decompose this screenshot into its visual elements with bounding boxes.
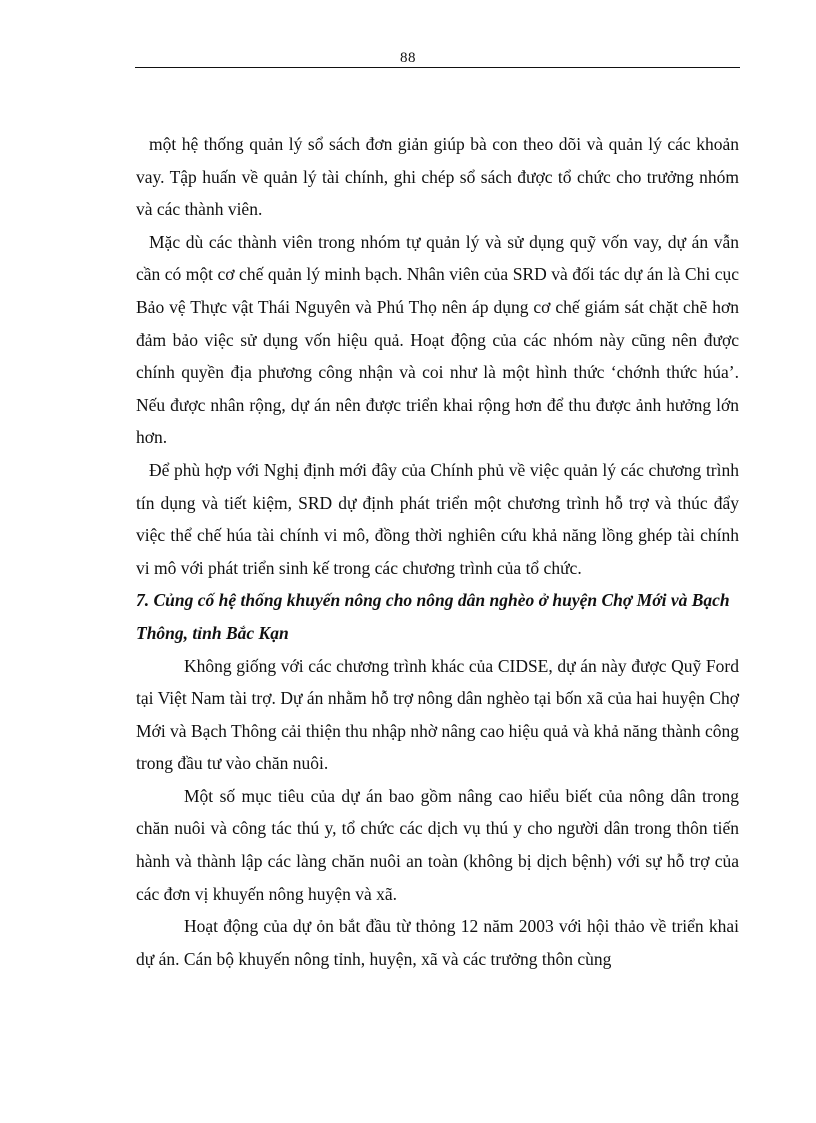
document-body: [136, 128, 739, 975]
paragraph-6: Hoạt động của dự ỏn bắt đầu từ thỏng 12 năm 2003 với hội thảo về triển khai dự án. Cán bộ khuyến nông tỉnh, huyện, xã và các trưởng thôn cùng: [136, 916, 739, 969]
paragraph-4: Không giống với các chương trình khác của CIDSE, dự án này được Quỹ Ford tại Việt Nam tài trợ. Dự án nhằm hỗ trợ nông dân nghèo tại bốn xã của hai huyện Chợ Mới và Bạch Thông cải thiện thu nhập nhờ nâng cao hiệu quả và khả năng thành công trong đầu tư vào chăn nuôi.: [136, 655, 739, 774]
paragraph-2: Mặc dù các thành viên trong nhóm tự quản lý và sử dụng quỹ vốn vay, dự án vẫn cần có một cơ chế quản lý minh bạch. Nhân viên của SRD và đối tác dự án là Chi cục Bảo vệ Thực vật Thái Nguyên và Phú Thọ nên áp dụng cơ chế giám sát chặt chẽ hơn đảm bảo việc sử dụng vốn hiệu quả. Hoạt động của các nhóm này cũng nên được chính quyền địa phương công nhận và coi như là một hình thức ‘chớnh thức húa’. Nếu được nhân rộng, dự án nên được triển khai rộng hơn để thu được ảnh hưởng lớn hơn.: [136, 231, 739, 448]
paragraph-3: Để phù hợp với Nghị định mới đây của Chính phủ về việc quản lý các chương trình tín dụng và tiết kiệm, SRD dự định phát triển một chương trình hỗ trợ và thúc đẩy việc thể chế húa tài chính vi mô, đồng thời nghiên cứu khả năng lồng ghép tài chính vi mô với phát triển sinh kế trong các chương trình của tổ chức.: [136, 459, 739, 578]
section-heading: 7. Củng cố hệ thống khuyến nông cho nông dân nghèo ở huyện Chợ Mới và Bạch Thông, tỉnh Bắc Kạn: [136, 590, 730, 643]
page-number: 88: [400, 50, 416, 66]
paragraph-5: Một số mục tiêu của dự án bao gồm nâng cao hiểu biết của nông dân trong chăn nuôi và công tác thú y, tổ chức các dịch vụ thú y cho người dân trong thôn tiến hành và thành lập các làng chăn nuôi an toàn (không bị dịch bệnh) với sự hỗ trợ của các đơn vị khuyến nông huyện và xã.: [136, 785, 739, 904]
paragraph-1: một hệ thống quản lý sổ sách đơn giản giúp bà con theo dõi và quản lý các khoản vay. Tập huấn về quản lý tài chính, ghi chép sổ sách được tổ chức cho trưởng nhóm và các thành viên.: [136, 134, 739, 220]
header-rule: [135, 67, 740, 68]
